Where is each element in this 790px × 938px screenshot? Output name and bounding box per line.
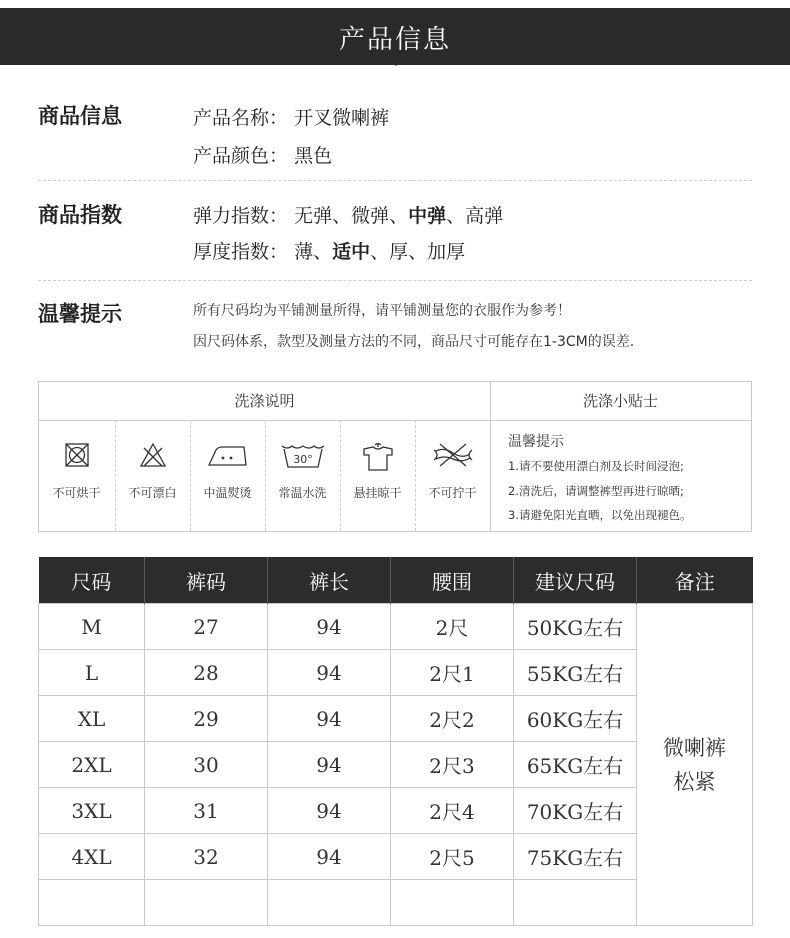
thickness-options (294, 241, 465, 263)
cell-empty (514, 880, 637, 926)
thickness-option: 加厚 (427, 241, 466, 263)
notice-label: 温馨提示 (38, 302, 122, 326)
wash-icon-label: 常温水洗 (278, 486, 327, 500)
wash-tip: 1.请不要使用漂白剂及长时间浸泡; (508, 459, 684, 473)
cell-pants-size: 28 (145, 650, 268, 696)
header-waist: 腰围 (391, 557, 514, 604)
wash-icon-label: 中温熨烫 (203, 486, 252, 500)
cell-pants-size: 29 (145, 696, 268, 742)
wash-30-icon (280, 442, 326, 470)
cell-pants-size: 30 (145, 742, 268, 788)
option-separator: 、 (389, 205, 409, 227)
cell-empty (391, 880, 514, 926)
cell-suggested-size: 70KG左右 (514, 788, 637, 834)
option-separator: 、 (332, 205, 352, 227)
product-name-row (193, 103, 389, 130)
header-length: 裤长 (268, 557, 391, 604)
header-suggested-size: 建议尺码 (514, 557, 637, 604)
cell-waist: 2尺5 (391, 834, 514, 880)
header-size: 尺码 (39, 557, 145, 604)
banner-title: 产品信息 (338, 25, 451, 55)
product-color-value: 黑色 (294, 145, 333, 167)
cell-size: M (39, 604, 145, 650)
option-separator: 、 (313, 241, 333, 263)
wash-column-divider (490, 382, 491, 531)
cell-waist: 2尺3 (391, 742, 514, 788)
wash-icon-label: 不可烘干 (52, 486, 101, 500)
cell-suggested-size: 65KG左右 (514, 742, 637, 788)
thickness-option: 厚 (389, 241, 409, 263)
cell-size: L (39, 650, 145, 696)
elasticity-key: 弹力指数： (193, 205, 289, 227)
wash-instructions-box (38, 381, 752, 532)
cell-empty (145, 880, 268, 926)
cell-waist: 2尺4 (391, 788, 514, 834)
header-pants-size: 裤码 (145, 557, 268, 604)
thickness-option: 薄 (294, 241, 314, 263)
elasticity-option: 微弹 (351, 205, 390, 227)
cell-length: 94 (268, 788, 391, 834)
wash-icon-cell (340, 420, 415, 531)
size-table (38, 557, 753, 926)
cell-length: 94 (268, 696, 391, 742)
cell-note (637, 604, 753, 926)
notice-line-2: 因尺码体系，款型及测量方法的不同，商品尺寸可能存在1-3CM的误差. (193, 334, 635, 350)
no-bleach-icon (139, 442, 167, 468)
notice-line-1: 所有尺码均为平铺测量所得，请平铺测量您的衣服作为参考！ (193, 303, 571, 319)
wash-temp: 30° (292, 453, 313, 466)
no-tumble-dry-icon (64, 442, 90, 468)
cell-length: 94 (268, 834, 391, 880)
cell-suggested-size: 60KG左右 (514, 696, 637, 742)
cell-size: 2XL (39, 742, 145, 788)
product-color-key: 产品颜色： (193, 145, 289, 167)
no-wring-icon (430, 442, 476, 468)
wash-tip: 2.清洗后，请调整裤型再进行晾晒; (508, 484, 684, 498)
option-separator: 、 (446, 205, 466, 227)
elasticity-option: 高弹 (465, 205, 504, 227)
wash-icon-cell (39, 420, 114, 531)
product-name-key: 产品名称： (193, 107, 289, 129)
wash-tips-title: 温馨提示 (508, 434, 564, 450)
wash-header-left: 洗涤说明 (234, 392, 295, 410)
thickness-row (193, 237, 465, 264)
wash-tip: 3.请避免阳光直晒，以免出现褪色。 (508, 508, 692, 522)
note-line-1: 微喇裤 (663, 735, 726, 760)
iron-medium-icon (206, 442, 250, 468)
header-note: 备注 (637, 557, 753, 604)
product-name-value: 开叉微喇裤 (294, 107, 390, 129)
cell-suggested-size: 55KG左右 (514, 650, 637, 696)
elasticity-option-selected: 中弹 (408, 205, 447, 227)
cell-waist: 2尺 (391, 604, 514, 650)
wash-icon-cell (190, 420, 265, 531)
cell-size: 4XL (39, 834, 145, 880)
wash-icon-cell (115, 420, 190, 531)
thickness-option-selected: 适中 (332, 241, 371, 263)
cell-length: 94 (268, 742, 391, 788)
hang-dry-icon (361, 442, 395, 472)
cell-empty (268, 880, 391, 926)
wash-icon-cell (265, 420, 340, 531)
cell-size: 3XL (39, 788, 145, 834)
cell-waist: 2尺2 (391, 696, 514, 742)
table-row (39, 604, 753, 650)
cell-suggested-size: 50KG左右 (514, 604, 637, 650)
size-table-header (39, 557, 753, 604)
indices-label: 商品指数 (38, 203, 122, 227)
cell-size: XL (39, 696, 145, 742)
product-color-row (193, 141, 332, 168)
product-info-label: 商品信息 (38, 104, 122, 128)
elasticity-options (294, 205, 503, 227)
banner-notch (387, 57, 405, 66)
cell-waist: 2尺1 (391, 650, 514, 696)
wash-icon-label: 悬挂晾干 (353, 486, 402, 500)
divider (38, 280, 752, 281)
cell-pants-size: 32 (145, 834, 268, 880)
wash-icon-label: 不可漂白 (128, 486, 177, 500)
thickness-key: 厚度指数： (193, 241, 289, 263)
cell-length: 94 (268, 604, 391, 650)
note-line-2: 松紧 (673, 769, 716, 794)
cell-pants-size: 31 (145, 788, 268, 834)
divider (38, 180, 752, 181)
option-separator: 、 (370, 241, 390, 263)
elasticity-option: 无弹 (294, 205, 333, 227)
cell-length: 94 (268, 650, 391, 696)
option-separator: 、 (408, 241, 428, 263)
cell-suggested-size: 75KG左右 (514, 834, 637, 880)
wash-icon-cell (415, 420, 490, 531)
elasticity-row (193, 201, 503, 228)
cell-pants-size: 27 (145, 604, 268, 650)
wash-header-right: 洗涤小贴士 (582, 392, 658, 410)
cell-empty (39, 880, 145, 926)
wash-icon-label: 不可拧干 (428, 486, 477, 500)
